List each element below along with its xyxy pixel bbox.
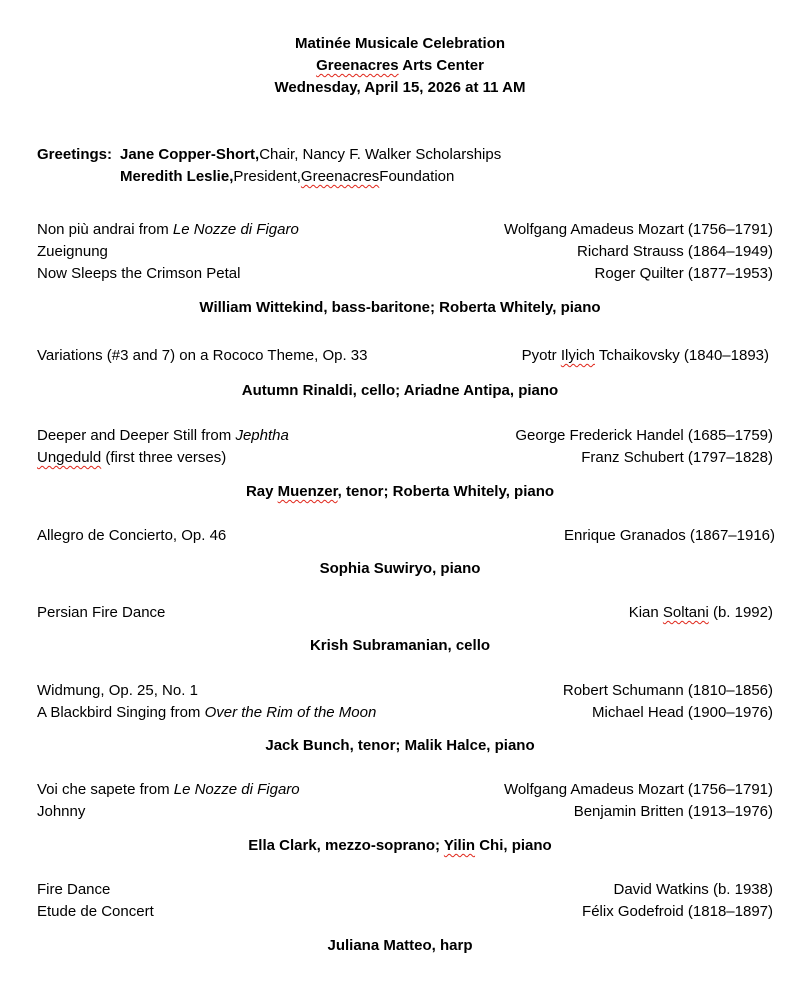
piece-row <box>37 901 773 923</box>
piece-row <box>37 345 769 367</box>
performers-line: Juliana Matteo, harp <box>327 937 473 954</box>
piece-title: Allegro de Concierto, Op. 46 <box>37 527 227 544</box>
piece-row <box>37 263 773 285</box>
greeter-name-2: Meredith Leslie, <box>120 168 234 185</box>
venue-suffix: Arts Center <box>398 57 484 74</box>
piece-title: Voi che sapete from Le Nozze di Figaro <box>37 781 300 798</box>
composer: Wolfgang Amadeus Mozart (1756–1791) <box>503 781 773 798</box>
piece-row <box>37 425 773 447</box>
greeting-line-2: Meredith Leslie, President, Greenacres Foundation <box>37 166 501 188</box>
piece-title: Non più andrai from Le Nozze di Figaro <box>37 221 299 238</box>
piece-title: Fire Dance <box>37 881 111 898</box>
venue <box>0 55 800 77</box>
greetings <box>37 144 501 188</box>
piece-row <box>37 219 773 241</box>
program-header <box>0 33 800 99</box>
performers-line: Krish Subramanian, cello <box>309 637 491 654</box>
piece-title: Etude de Concert <box>37 903 154 920</box>
event-date: Wednesday, April 15, 2026 at 11 AM <box>274 79 526 96</box>
piece-title: Zueignung <box>37 243 108 260</box>
composer: Roger Quilter (1877–1953) <box>594 265 773 282</box>
composer: Michael Head (1900–1976) <box>592 704 773 721</box>
performers-line: Autumn Rinaldi, cello; Ariadne Antipa, piano <box>241 382 559 399</box>
composer: Félix Godefroid (1818–1897) <box>582 903 773 920</box>
piece-row <box>37 879 773 901</box>
piece-title: A Blackbird Singing from Over the Rim of the Moon <box>37 704 377 721</box>
performers-line: Sophia Suwiryo, piano <box>319 560 481 577</box>
piece-row <box>37 702 773 724</box>
composer: Pyotr Ilyich Tchaikovsky (1840–1893) <box>521 347 769 364</box>
piece-row <box>37 680 773 702</box>
event-title: Matinée Musicale Celebration <box>294 35 506 52</box>
composer: George Frederick Handel (1685–1759) <box>515 427 773 444</box>
performers-line: Jack Bunch, tenor; Malik Halce, piano <box>265 737 535 754</box>
piece-row <box>37 801 773 823</box>
piece-title: Widmung, Op. 25, No. 1 <box>37 682 198 699</box>
greeting-line-1 <box>37 144 501 166</box>
composer: Richard Strauss (1864–1949) <box>577 243 773 260</box>
performers-line: Ella Clark, mezzo-soprano; Yilin Chi, piano <box>248 837 552 854</box>
piece-title: Persian Fire Dance <box>37 604 166 621</box>
composer: Wolfgang Amadeus Mozart (1756–1791) <box>503 221 773 238</box>
piece-title: Johnny <box>37 803 86 820</box>
composer: David Watkins (b. 1938) <box>613 881 773 898</box>
piece-row <box>37 602 773 624</box>
piece-row <box>37 779 773 801</box>
composer: Franz Schubert (1797–1828) <box>581 449 773 466</box>
piece-row <box>37 525 775 547</box>
greeter-name-1: Jane Copper-Short, <box>120 146 260 163</box>
composer: Kian Soltani (b. 1992) <box>628 604 773 621</box>
composer: Enrique Granados (1867–1916) <box>564 527 775 544</box>
performers-line: William Wittekind, bass-baritone; Roberta Whitely, piano <box>199 299 601 316</box>
piece-title: Variations (#3 and 7) on a Rococo Theme, Op. 33 <box>37 347 368 364</box>
piece-row <box>37 241 773 263</box>
piece-title: Deeper and Deeper Still from Jephtha <box>37 427 289 444</box>
composer: Benjamin Britten (1913–1976) <box>573 803 773 820</box>
piece-title: Ungeduld (first three verses) <box>37 449 227 466</box>
composer: Robert Schumann (1810–1856) <box>562 682 773 699</box>
venue-word: Greenacres <box>316 57 399 74</box>
greeter-role-1: Chair, Nancy F. Walker Scholarships <box>259 146 502 163</box>
piece-row <box>37 447 773 469</box>
piece-title: Now Sleeps the Crimson Petal <box>37 265 241 282</box>
greetings-label: Greetings: <box>37 146 113 163</box>
performers-line: Ray Muenzer, tenor; Roberta Whitely, piano <box>245 483 555 500</box>
